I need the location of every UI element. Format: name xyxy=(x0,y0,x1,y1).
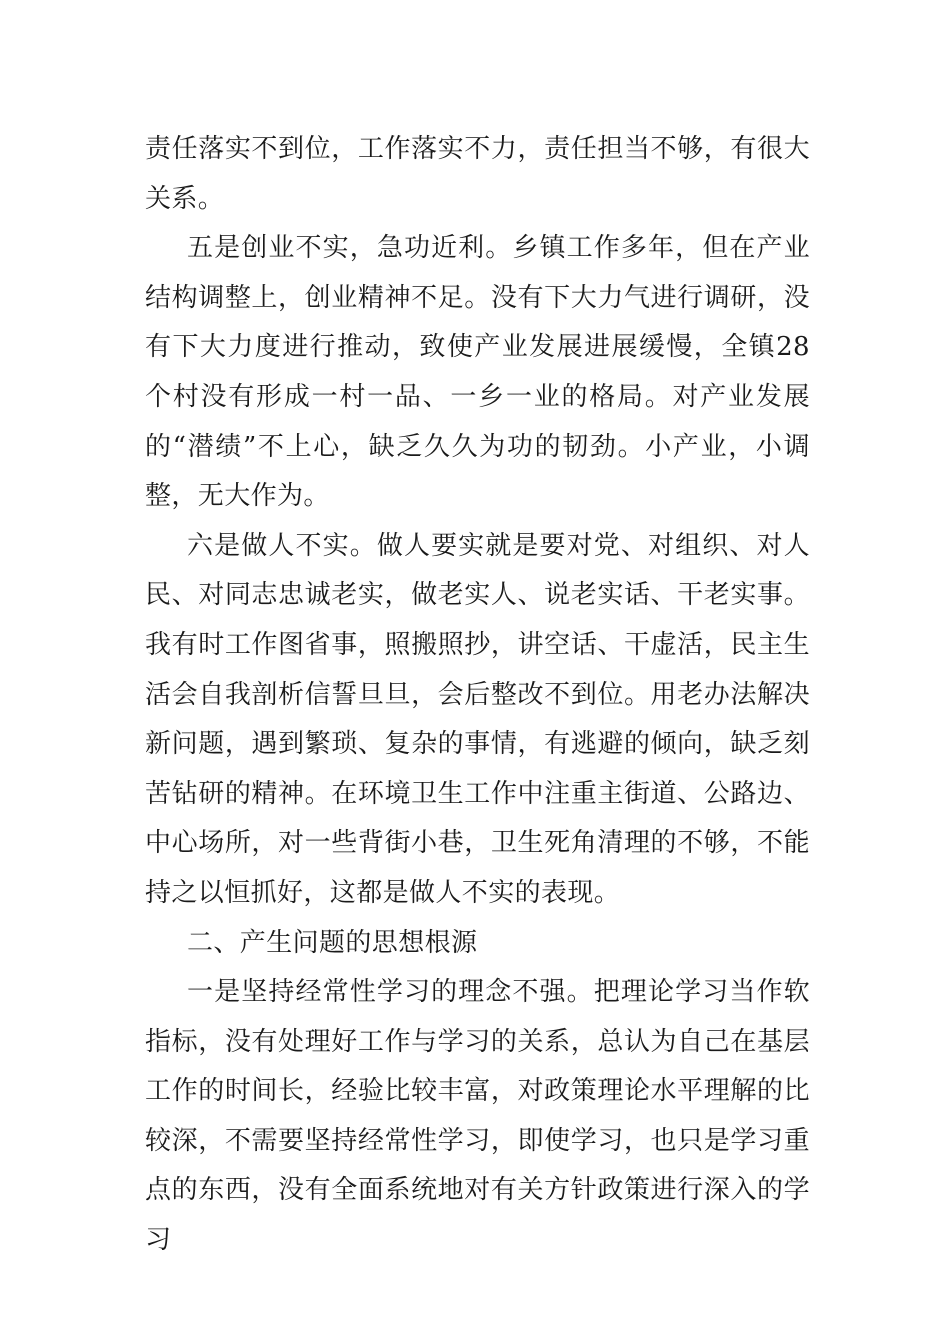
paragraph-point-six: 六是做人不实。做人要实就是要对党、对组织、对人民、对同志忠诚老实，做老实人、说老实话、干老实事。我有时工作图省事，照搬照抄，讲空话、干虚活，民主生活会自我剖析信誓旦旦，会后整改不到位。用老办法解决新问题，遇到繁琐、复杂的事情，有逃避的倾向，缺乏刻苦钻研的精神。在环境卫生工作中注重主街道、公路边、中心场所，对一些背街小巷，卫生死角清理的不够，不能持之以恒抓好，这都是做人不实的表现。 xyxy=(145,530,810,908)
document-body xyxy=(145,125,810,1266)
paragraph-point-five: 五是创业不实，急功近利。乡镇工作多年，但在产业结构调整上，创业精神不足。没有下大力气进行调研，没有下大力度进行推动，致使产业发展进展缓慢，全镇28个村没有形成一村一品、一乡一业的格局。对产业发展的“潜绩”不上心，缺乏久久为功的韧劲。小产业，小调整，无大作为。 xyxy=(145,233,810,512)
paragraph-root-cause-one: 一是坚持经常性学习的理念不强。把理论学习当作软指标，没有处理好工作与学习的关系，总认为自己在基层工作的时间长，经验比较丰富，对政策理论水平理解的比较深，不需要坚持经常性学习，即使学习，也只是学习重点的东西，没有全面系统地对有关方针政策进行深入的学习 xyxy=(145,977,810,1256)
paragraph-continuation: 责任落实不到位，工作落实不力，责任担当不够，有很大关系。 xyxy=(145,134,810,214)
section-heading-two: 二、产生问题的思想根源 xyxy=(187,927,478,958)
